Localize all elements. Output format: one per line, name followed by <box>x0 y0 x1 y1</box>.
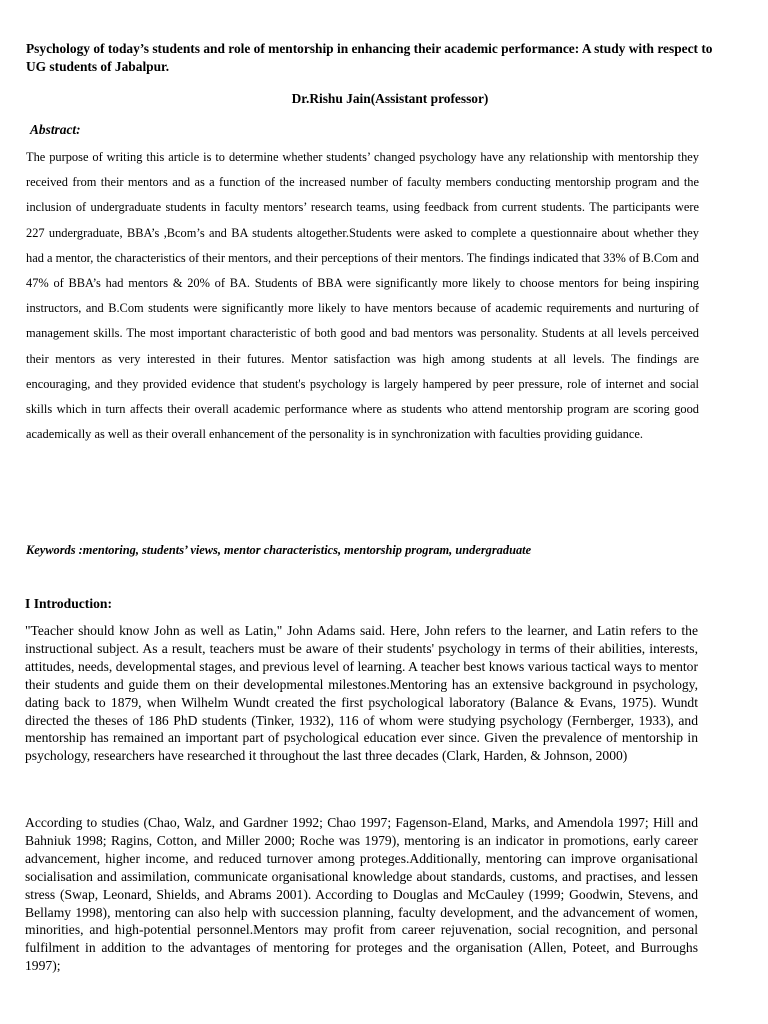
intro-paragraph-1: "Teacher should know John as well as Latin," John Adams said. Here, John refers to the learner, and Latin refers to the instructional subject. As a result, teachers must be aware of their students' psychology in terms of their abilities, interests, attitudes, needs, developmental stages, and previous level of learning. A teacher best knows various tactical ways to mentor their students and guide them on their developmental milestones.Mentoring has an extensive background in psychology, dating back to 1879, when Wilhelm Wundt created the first psychological laboratory (Balance & Evans, 1975). Wundt directed the theses of 186 PhD students (Tinker, 1932), 116 of whom were studying psychology (Fernberger, 1933), and mentorship has remained an important part of psychological education ever since. Given the prevalence of mentorship in psychology, researchers have researched it throughout the last three decades (Clark, Harden, & Johnson, 2000) <box>25 623 698 764</box>
intro-paragraph-2: According to studies (Chao, Walz, and Gardner 1992; Chao 1997; Fagenson-Eland, Marks, and Amendola 1997; Hill and Bahniuk 1998; Ragins, Cotton, and Miller 2000; Roche was 1979), mentoring is an indicator in promotions, early career advancement, higher income, and reduced turnover among proteges.Additionally, mentoring can improve organisational socialisation and assimilation, communicate organisational knowledge about standards, customs, and practises, and lessen stress (Swap, Leonard, Shields, and Abrams 2001). According to Douglas and McCauley (1999; Goodwin, Stevens, and Bellamy 1998), mentoring can also help with succession planning, faculty development, and the advancement of women, minorities, and high-potential personnel.Mentors may profit from career rejuvenation, social recognition, and personal fulfilment in addition to the advantages of mentoring for proteges and the organisation (Allen, Poteet, and Burroughs 1997); <box>25 815 698 974</box>
paper-title: Psychology of today’s students and role of mentorship in enhancing their academic performance: A study with respect to UG students of Jabalpur. <box>26 41 713 74</box>
keywords-line <box>26 541 726 559</box>
abstract-text: The purpose of writing this article is to determine whether students’ changed psychology have any relationship with mentorship they received from their mentors and as a function of the increased number of faculty members conducting mentorship program and the inclusion of undergraduate students in faculty mentors’ research teams, using feedback from current students. The participants were 227 undergraduate, BBA’s ,Bcom’s and BA students altogether.Students were asked to complete a questionnaire about whether they had a mentor, the characteristics of their mentors, and their perceptions of their mentors. The findings indicated that 33% of B.Com and 47% of BBA’s had mentors & 20% of BA. Students of BBA were significantly more likely to choose mentors for being inspiring instructors, and B.Com students were significantly more likely to have mentors because of academic requirements and nurturing of management skills. The most important characteristic of both good and bad mentors was personality. Students at all levels perceived their mentors as very interested in their futures. Mentor satisfaction was high among students at all levels. The findings are encouraging, and they provided evidence that student's psychology is largely hampered by peer pressure, role of internet and social skills which in turn affects their overall academic performance where as students who attend mentorship program are scoring good academically as well as their overall enhancement of the personality is in synchronization with faculties providing guidance. <box>26 150 699 442</box>
keywords-label: Keywords : <box>26 543 83 557</box>
keywords-text: mentoring, students’ views, mentor characteristics, mentorship program, undergraduate <box>82 543 532 557</box>
author-line: Dr.Rishu Jain(Assistant professor) <box>291 91 489 106</box>
introduction-heading: I Introduction: <box>25 596 112 611</box>
abstract-heading: Abstract: <box>30 122 81 137</box>
